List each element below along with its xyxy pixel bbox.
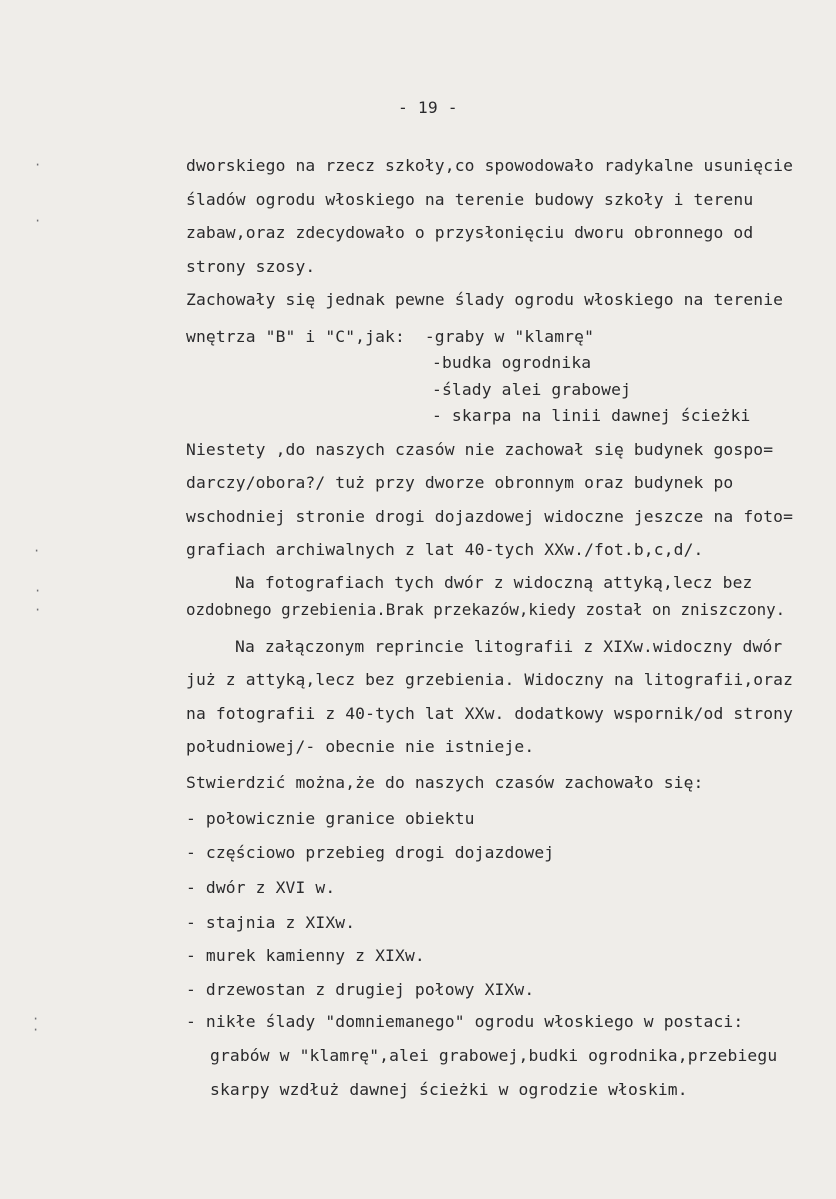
margin-speck: · (34, 214, 42, 228)
text-line: zabaw,oraz zdecydowało o przysłonięciu dworu obronnego od (186, 223, 754, 242)
text-line: wnętrza "B" i "C",jak: -graby w "klamrę" (186, 327, 595, 346)
list-item: - częściowo przebieg drogi dojazdowej (186, 843, 555, 862)
text-line: Na załączonym reprincie litografii z XIXw.widoczny dwór (235, 637, 783, 656)
margin-speck: · (32, 1023, 40, 1037)
text-line: Stwierdzić można,że do naszych czasów zachowało się: (186, 773, 704, 792)
text-line: strony szosy. (186, 257, 316, 276)
text-line: Na fotografiach tych dwór z widoczną attyką,lecz bez (235, 573, 753, 592)
margin-speck: · (32, 1012, 40, 1026)
text-line: południowej/- obecnie nie istnieje. (186, 737, 535, 756)
text-line: Zachowały się jednak pewne ślady ogrodu włoskiego na terenie (186, 290, 784, 309)
text-line: darczy/obora?/ tuż przy dworze obronnym oraz budynek po (186, 473, 734, 492)
text-line: skarpy wzdłuż dawnej ścieżki w ogrodzie włoskim. (210, 1080, 688, 1099)
margin-speck: · (34, 584, 42, 598)
text-line: - skarpa na linii dawnej ścieżki (432, 406, 751, 425)
text-line: już z attyką,lecz bez grzebienia. Widoczny na litografii,oraz (186, 670, 794, 689)
text-line: dworskiego na rzecz szkoły,co spowodowało radykalne usunięcie (186, 156, 794, 175)
margin-speck: · (34, 603, 42, 617)
list-item: - nikłe ślady "domniemanego" ogrodu włoskiego w postaci: (186, 1012, 744, 1031)
margin-speck: · (33, 544, 41, 558)
margin-speck: · (34, 158, 42, 172)
text-line: Niestety ,do naszych czasów nie zachował się budynek gospo= (186, 440, 774, 459)
text-line: -budka ogrodnika (432, 353, 592, 372)
list-item: - dwór z XVI w. (186, 878, 336, 897)
page-number: - 19 - (398, 98, 458, 117)
list-item: - drzewostan z drugiej połowy XIXw. (186, 980, 535, 999)
list-item: - stajnia z XIXw. (186, 913, 356, 932)
text-line: śladów ogrodu włoskiego na terenie budowy szkoły i terenu (186, 190, 754, 209)
text-line: grafiach archiwalnych z lat 40-tych XXw./fot.b,c,d/. (186, 540, 704, 559)
text-line: wschodniej stronie drogi dojazdowej widoczne jeszcze na foto= (186, 507, 794, 526)
text-line: grabów w "klamrę",alei grabowej,budki ogrodnika,przebiegu (210, 1046, 778, 1065)
text-line: na fotografii z 40-tych lat XXw. dodatkowy wspornik/od strony (186, 704, 794, 723)
list-item: - połowicznie granice obiektu (186, 809, 475, 828)
text-line: -ślady alei grabowej (432, 380, 632, 399)
text-line: ozdobnego grzebienia.Brak przekazów,kiedy został on zniszczony. (186, 600, 786, 619)
list-item: - murek kamienny z XIXw. (186, 946, 425, 965)
